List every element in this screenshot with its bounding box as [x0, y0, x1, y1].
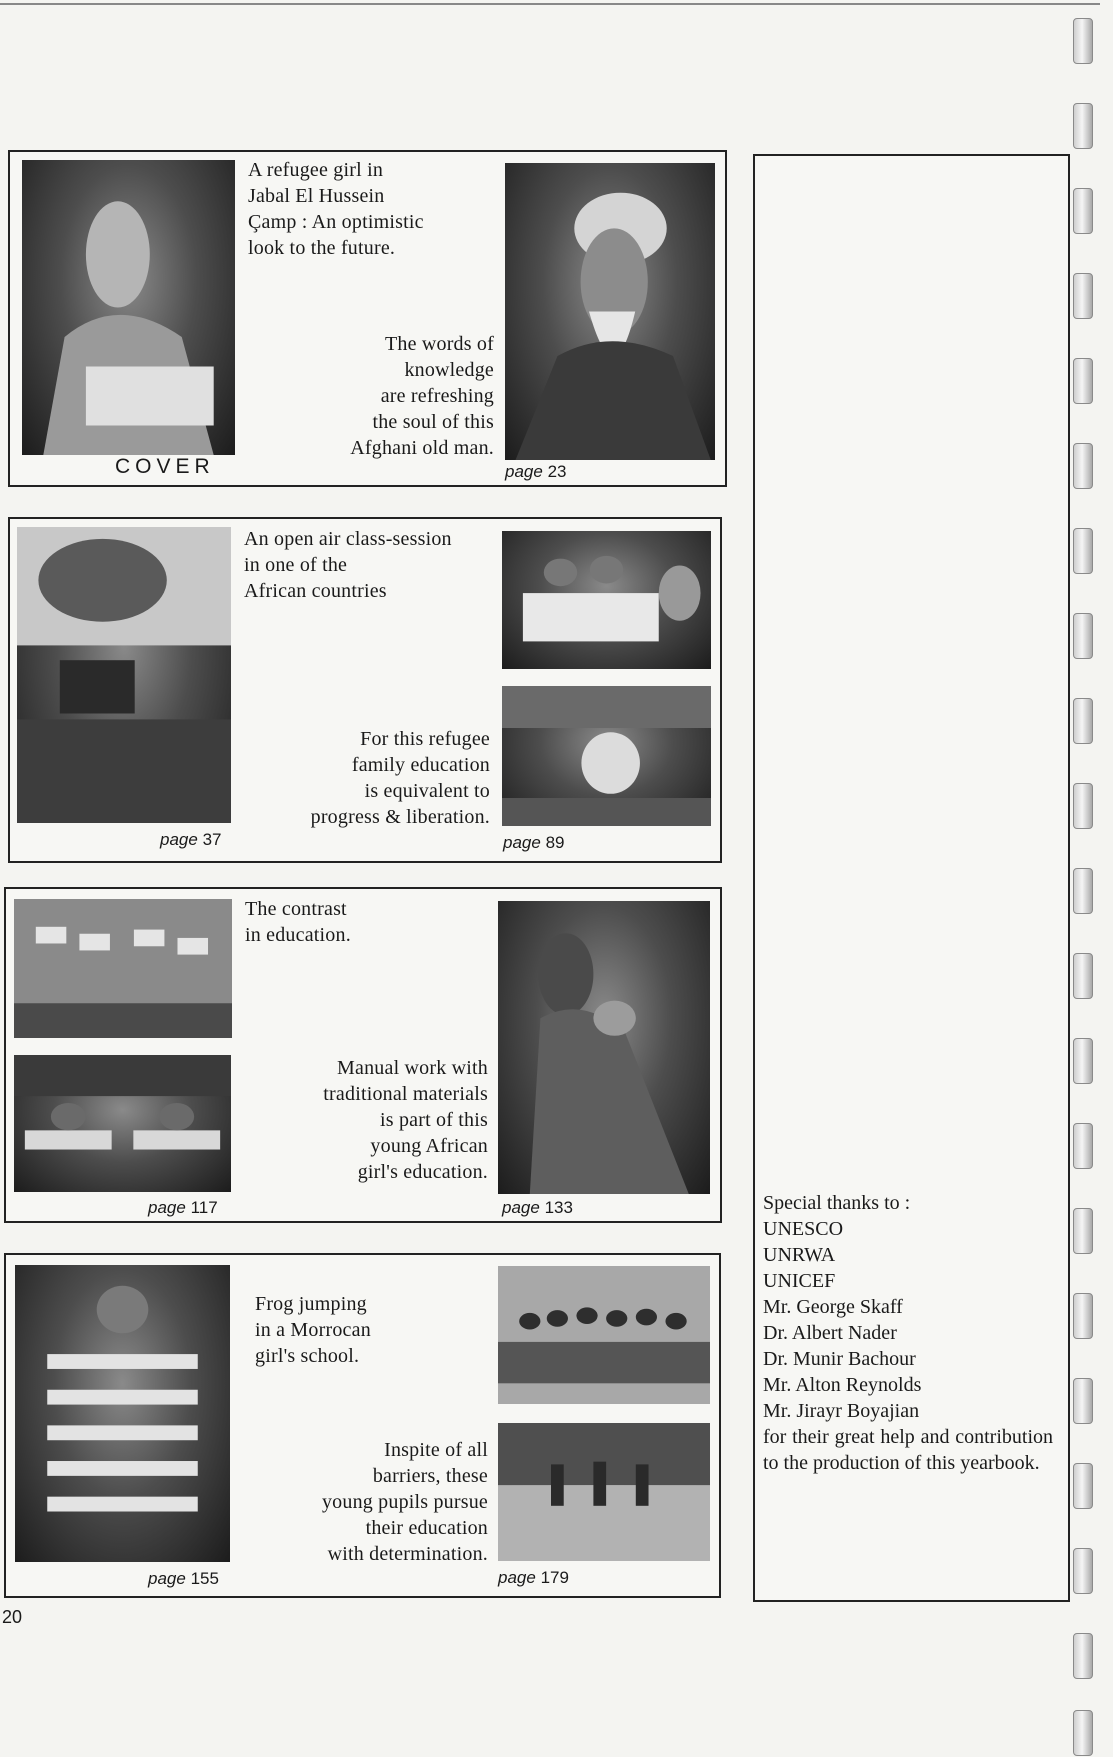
page-ref-133: page 133: [502, 1198, 573, 1217]
thanks-name: Mr. George Skaff: [763, 1296, 903, 1318]
page-ref-155: page 155: [148, 1569, 219, 1588]
frog-jumping-caption: Frog jumping in a Morrocan girl's school.: [255, 1293, 371, 1367]
photo-classroom-desks: [14, 1055, 231, 1192]
thanks-name: Mr. Jirayr Boyajian: [763, 1400, 920, 1422]
open-air-caption: An open air class-session in one of the African countries: [244, 528, 452, 602]
binding-ring: [1073, 18, 1093, 64]
photo-frog-jumping: [15, 1265, 230, 1562]
binding-ring: [1073, 1293, 1093, 1339]
page-top-rule: [0, 3, 1100, 5]
binding-ring: [1073, 783, 1093, 829]
thanks-name: Mr. Alton Reynolds: [763, 1374, 922, 1396]
binding-ring: [1073, 868, 1093, 914]
photo-pupils-in-mud: [498, 1423, 710, 1561]
photo-group-of-children: [498, 1266, 710, 1404]
refugee-family-caption: For this refugee family education is equivalent to progress & liberation.: [310, 728, 490, 828]
photo-refugee-family: [502, 686, 711, 826]
page-number: 20: [2, 1607, 23, 1627]
thanks-name: Dr. Albert Nader: [763, 1322, 897, 1344]
acknowledgements: [763, 1190, 1053, 1476]
photo-open-air-class: [17, 527, 231, 823]
binding-ring: [1073, 1208, 1093, 1254]
cover-caption: A refugee girl in Jabal El Hussein Çamp : An optimistic look to the future.: [248, 159, 424, 259]
thanks-closing: for their great help and contribution to the production of this yearbook.: [763, 1426, 1053, 1474]
page-ref-37: page 37: [160, 830, 222, 849]
page-ref-23: page 23: [505, 462, 567, 481]
binding-ring: [1073, 103, 1093, 149]
photo-children-with-slates: [14, 899, 232, 1038]
thanks-intro: Special thanks to :: [763, 1192, 911, 1214]
page-ref-89: page 89: [503, 833, 565, 852]
binding-ring: [1073, 188, 1093, 234]
inspite-caption: Inspite of all barriers, these young pupils pursue their education with determination.: [321, 1439, 488, 1565]
binding-ring: [1073, 1633, 1093, 1679]
binding-ring: [1073, 1378, 1093, 1424]
photo-afghani-old-man: [505, 163, 715, 460]
photo-cover-refugee-girl: [22, 160, 235, 455]
thanks-name: UNRWA: [763, 1244, 836, 1266]
binding-ring: [1073, 273, 1093, 319]
binding-ring: [1073, 1710, 1093, 1756]
binding-ring: [1073, 1123, 1093, 1169]
binding-ring: [1073, 1038, 1093, 1084]
binding-ring: [1073, 953, 1093, 999]
binding-ring: [1073, 528, 1093, 574]
binding-ring: [1073, 1548, 1093, 1594]
contrast-caption: The contrast in education.: [245, 898, 351, 946]
binding-ring: [1073, 698, 1093, 744]
thanks-name: UNESCO: [763, 1218, 844, 1240]
photo-african-girl-manual-work: [498, 901, 710, 1194]
binding-ring: [1073, 443, 1093, 489]
cover-label: COVER: [115, 455, 215, 478]
page-ref-117: page 117: [148, 1198, 218, 1217]
manual-work-caption: Manual work with traditional materials is part of this young African girl's education.: [323, 1057, 488, 1183]
page-ref-179: page 179: [498, 1568, 569, 1587]
afghani-caption: The words of knowledge are refreshing the soul of this Afghani old man.: [350, 333, 494, 459]
binding-ring: [1073, 613, 1093, 659]
photo-girls-at-table: [502, 531, 711, 669]
thanks-name: Dr. Munir Bachour: [763, 1348, 916, 1370]
binding-ring: [1073, 358, 1093, 404]
binding-ring: [1073, 1463, 1093, 1509]
thanks-name: UNICEF: [763, 1270, 836, 1292]
